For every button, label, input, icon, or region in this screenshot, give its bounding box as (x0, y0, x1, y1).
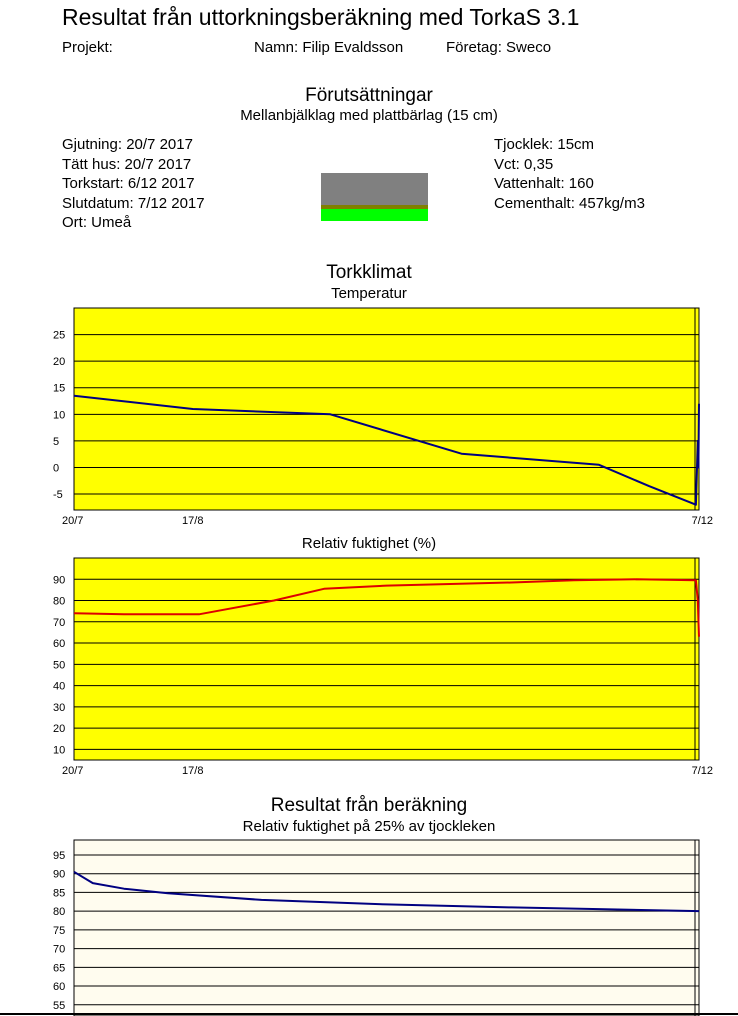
assumptions-left-column (62, 135, 205, 233)
casting-date: Gjutning: 20/7 2017 (62, 136, 193, 153)
name-text: Namn: Filip Evaldsson (254, 39, 404, 56)
rh-x-tick-label: 20/7 (62, 765, 84, 777)
report-title: Resultat från uttorkningsberäkning med TorkaS 3.1 (62, 4, 580, 30)
temp-x-tick-label: 7/12 (691, 515, 713, 527)
temp-y-tick-label: 0 (53, 462, 60, 475)
project-label: Projekt: (62, 39, 113, 56)
rh-y-tick-label: 20 (53, 723, 66, 736)
thickness: Tjocklek: 15cm (494, 136, 595, 153)
temp-x-tick-label: 17/8 (182, 515, 204, 527)
rh-y-tick-label: 90 (53, 574, 66, 587)
temp-y-tick-label: -5 (53, 489, 63, 502)
temperature-chart-title: Temperatur (331, 285, 407, 302)
result-humidity-chart (0, 835, 738, 1016)
rh-y-tick-label: 50 (53, 659, 66, 672)
assumptions-heading: Förutsättningar (305, 85, 433, 106)
rh-y-tick-label: 70 (53, 616, 66, 629)
rh-x-tick-label: 7/12 (691, 765, 713, 777)
slab-cross-section (321, 173, 428, 221)
end-date: Slutdatum: 7/12 2017 (62, 194, 205, 212)
rh-x-tick-label: 17/8 (182, 765, 204, 777)
rh-y-tick-label: 10 (53, 744, 66, 757)
assumptions-subheading: Mellanbjälklag med plattbärlag (15 cm) (240, 107, 498, 124)
result-y-tick-label: 85 (53, 887, 66, 900)
wc-ratio: Vct: 0,35 (494, 155, 554, 173)
water-content: Vattenhalt: 160 (494, 175, 594, 192)
temp-y-tick-label: 5 (53, 435, 60, 448)
temp-y-tick-label: 10 (53, 409, 66, 422)
result-y-tick-label: 75 (53, 924, 66, 937)
slab-concrete-layer (321, 173, 428, 205)
result-y-tick-label: 65 (53, 962, 66, 975)
cement-content: Cementhalt: 457kg/m3 (494, 194, 645, 212)
result-y-tick-label: 60 (53, 981, 66, 994)
result-y-tick-label: 90 (53, 868, 66, 881)
humidity-chart (0, 550, 738, 785)
temp-y-tick-label: 25 (53, 329, 66, 342)
rh-y-tick-label: 40 (53, 680, 66, 693)
result-heading: Resultat från beräkning (270, 795, 468, 816)
result-y-tick-label: 70 (53, 943, 66, 956)
humidity-chart-title: Relativ fuktighet (%) (301, 535, 437, 552)
temp-plot-area (74, 308, 699, 510)
slab-base-layer (321, 209, 428, 221)
sealed-house-date: Tätt hus: 20/7 2017 (62, 155, 192, 173)
climate-heading: Torkklimat (326, 262, 412, 283)
company-text: Företag: Sweco (446, 39, 552, 56)
temp-x-tick-label: 20/7 (62, 515, 84, 527)
rh-y-tick-label: 80 (53, 595, 66, 608)
drying-start-date: Torkstart: 6/12 2017 (62, 175, 195, 192)
assumptions-right-column (494, 135, 645, 213)
page-bottom-rule (0, 1013, 738, 1015)
result-y-tick-label: 95 (53, 849, 66, 862)
temp-y-tick-label: 20 (53, 356, 66, 369)
result-chart-title: Relativ fuktighet på 25% av tjockleken (242, 818, 496, 835)
rh-plot-area (74, 558, 699, 760)
location: Ort: Umeå (62, 214, 132, 231)
result-plot-area (74, 840, 699, 1016)
rh-y-tick-label: 30 (53, 701, 66, 714)
result-y-tick-label: 80 (53, 906, 66, 919)
temp-y-tick-label: 15 (53, 382, 66, 395)
result-y-tick-label: 55 (53, 999, 66, 1012)
temperature-chart (0, 300, 738, 535)
rh-y-tick-label: 60 (53, 638, 66, 651)
